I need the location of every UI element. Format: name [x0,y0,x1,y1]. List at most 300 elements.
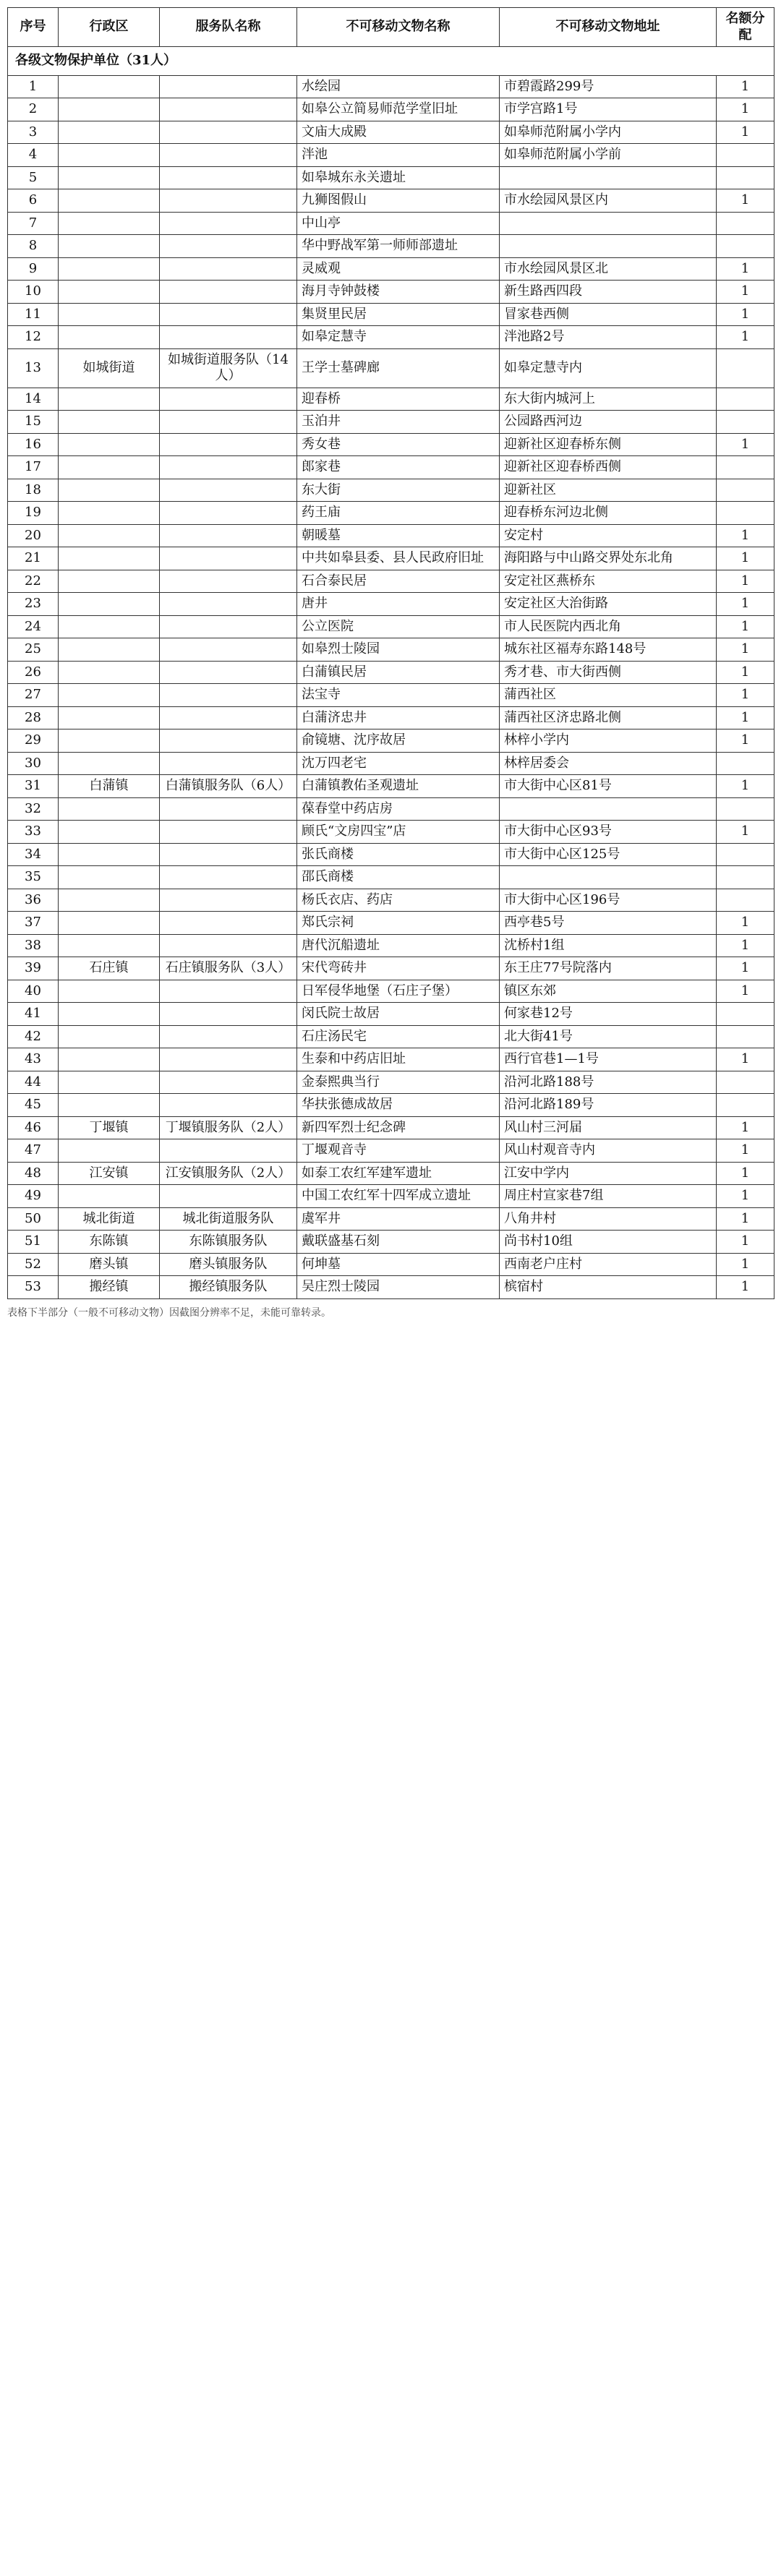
row-relic-name: 葆春堂中药店房 [297,797,500,821]
row-team [160,843,297,866]
row-relic-name: 法宝寺 [297,684,500,707]
row-district [59,934,160,957]
col-relic-addr: 不可移动文物地址 [500,8,717,47]
table-row [8,98,774,121]
row-quota: 1 [717,1139,774,1163]
row-district [59,212,160,235]
row-team [160,821,297,844]
row-district [59,980,160,1003]
row-quota: 1 [717,98,774,121]
row-relic-name: 杨氏衣店、药店 [297,889,500,912]
row-relic-name: 文庙大成殿 [297,121,500,144]
row-relic-addr: 市学宫路1号 [500,98,717,121]
row-district [59,1071,160,1094]
row-relic-name: 如泰工农红军建军遗址 [297,1162,500,1185]
row-team [160,1139,297,1163]
table-row [8,433,774,456]
row-quota: 1 [717,433,774,456]
row-quota [717,166,774,189]
row-relic-name: 灵威观 [297,257,500,281]
table-row [8,775,774,798]
row-quota: 1 [717,570,774,593]
row-team [160,729,297,753]
row-quota [717,388,774,411]
row-team [160,502,297,525]
row-district [59,479,160,502]
table-row [8,348,774,388]
row-district: 江安镇 [59,1162,160,1185]
row-quota: 1 [717,934,774,957]
row-quota [717,144,774,167]
row-team: 城北街道服务队 [160,1207,297,1231]
row-quota [717,1071,774,1094]
row-relic-addr: 市大街中心区81号 [500,775,717,798]
section-title: 各级文物保护单位（31人） [8,47,774,76]
row-no: 2 [8,98,59,121]
row-district [59,98,160,121]
row-team [160,75,297,98]
table-row [8,1162,774,1185]
table-row [8,326,774,349]
row-district [59,1003,160,1026]
table-row [8,1139,774,1163]
row-relic-name: 何坤墓 [297,1253,500,1276]
row-district [59,388,160,411]
row-quota [717,866,774,889]
row-relic-addr: 冒家巷西侧 [500,303,717,326]
row-team [160,706,297,729]
row-district [59,144,160,167]
row-relic-addr: 何家巷12号 [500,1003,717,1026]
row-relic-addr [500,212,717,235]
row-no: 41 [8,1003,59,1026]
row-relic-addr: 市大街中心区196号 [500,889,717,912]
row-relic-name: 唐井 [297,593,500,616]
row-no: 19 [8,502,59,525]
row-team [160,980,297,1003]
row-no: 34 [8,843,59,866]
row-team [160,235,297,258]
col-team: 服务队名称 [160,8,297,47]
table-row [8,235,774,258]
row-team: 磨头镇服务队 [160,1253,297,1276]
row-district: 磨头镇 [59,1253,160,1276]
row-district: 如城街道 [59,348,160,388]
row-relic-addr [500,866,717,889]
row-district [59,189,160,213]
row-relic-name: 金泰熙典当行 [297,1071,500,1094]
table-row [8,1231,774,1254]
row-no: 33 [8,821,59,844]
row-relic-name: 郎家巷 [297,456,500,479]
table-row [8,456,774,479]
table-row [8,388,774,411]
row-relic-addr: 北大街41号 [500,1025,717,1048]
row-quota: 1 [717,547,774,570]
row-relic-name: 如皋城东永关遗址 [297,166,500,189]
row-team [160,257,297,281]
table-row [8,934,774,957]
row-quota: 1 [717,1116,774,1139]
table-row [8,593,774,616]
row-no: 21 [8,547,59,570]
row-no: 49 [8,1185,59,1208]
row-no: 9 [8,257,59,281]
row-team [160,547,297,570]
col-relic-name: 不可移动文物名称 [297,8,500,47]
row-district [59,729,160,753]
row-district: 丁堰镇 [59,1116,160,1139]
row-no: 8 [8,235,59,258]
row-district [59,843,160,866]
row-team [160,212,297,235]
row-no: 11 [8,303,59,326]
row-relic-addr: 西行官巷1—1号 [500,1048,717,1071]
row-quota: 1 [717,706,774,729]
row-district [59,1094,160,1117]
row-district [59,433,160,456]
row-no: 31 [8,775,59,798]
row-district [59,570,160,593]
row-district [59,661,160,684]
row-relic-name: 如皋定慧寺 [297,326,500,349]
row-no: 28 [8,706,59,729]
row-district [59,593,160,616]
row-team [160,98,297,121]
row-district: 城北街道 [59,1207,160,1231]
row-quota: 1 [717,684,774,707]
row-team [160,433,297,456]
row-quota [717,752,774,775]
row-no: 23 [8,593,59,616]
row-relic-name: 东大街 [297,479,500,502]
row-quota [717,348,774,388]
row-quota: 1 [717,593,774,616]
row-relic-addr [500,166,717,189]
table-row [8,729,774,753]
row-team [160,934,297,957]
row-relic-addr: 迎新社区 [500,479,717,502]
row-no: 44 [8,1071,59,1094]
row-no: 4 [8,144,59,167]
row-team [160,388,297,411]
row-team [160,1185,297,1208]
row-relic-addr: 沿河北路188号 [500,1071,717,1094]
col-no: 序号 [8,8,59,47]
table-row [8,843,774,866]
row-relic-addr: 江安中学内 [500,1162,717,1185]
row-district [59,326,160,349]
row-relic-addr: 西亭巷5号 [500,912,717,935]
row-relic-addr: 市大街中心区93号 [500,821,717,844]
row-relic-addr: 沿河北路189号 [500,1094,717,1117]
row-no: 37 [8,912,59,935]
row-no: 24 [8,615,59,638]
row-district [59,615,160,638]
row-no: 20 [8,524,59,547]
row-no: 36 [8,889,59,912]
row-relic-addr: 新生路西四段 [500,281,717,304]
row-quota [717,235,774,258]
table-row [8,889,774,912]
row-quota: 1 [717,121,774,144]
row-relic-name: 九狮图假山 [297,189,500,213]
row-relic-name: 朝暖墓 [297,524,500,547]
row-district: 搬经镇 [59,1276,160,1299]
table-row [8,684,774,707]
row-district [59,1139,160,1163]
row-relic-addr: 城东社区福寿东路148号 [500,638,717,662]
row-quota: 1 [717,1253,774,1276]
row-relic-addr: 迎新社区迎春桥东侧 [500,433,717,456]
row-team [160,166,297,189]
table-row [8,502,774,525]
row-district [59,797,160,821]
row-relic-name: 虞军井 [297,1207,500,1231]
row-no: 5 [8,166,59,189]
row-relic-name: 药王庙 [297,502,500,525]
row-relic-addr: 槟宿村 [500,1276,717,1299]
row-relic-name: 泮池 [297,144,500,167]
row-relic-addr: 公园路西河边 [500,411,717,434]
row-team [160,1094,297,1117]
row-team [160,570,297,593]
row-quota: 1 [717,303,774,326]
row-relic-name: 迎春桥 [297,388,500,411]
row-quota: 1 [717,1207,774,1231]
row-no: 3 [8,121,59,144]
row-district [59,121,160,144]
row-relic-addr: 海阳路与中山路交界处东北角 [500,547,717,570]
row-team [160,326,297,349]
row-quota: 1 [717,1231,774,1254]
row-relic-addr: 西南老户庄村 [500,1253,717,1276]
row-relic-addr: 安定村 [500,524,717,547]
row-relic-name: 石合泰民居 [297,570,500,593]
table-row [8,281,774,304]
row-relic-addr: 东大街内城河上 [500,388,717,411]
row-district [59,303,160,326]
row-quota [717,1025,774,1048]
row-relic-name: 公立医院 [297,615,500,638]
row-relic-addr: 市水绘园风景区北 [500,257,717,281]
row-relic-addr: 镇区东郊 [500,980,717,1003]
table-row [8,411,774,434]
row-no: 52 [8,1253,59,1276]
row-relic-addr: 林梓小学内 [500,729,717,753]
row-team [160,1048,297,1071]
row-district [59,257,160,281]
row-quota: 1 [717,75,774,98]
row-relic-addr: 尚书村10组 [500,1231,717,1254]
table-row [8,524,774,547]
table-row [8,1048,774,1071]
row-relic-addr [500,235,717,258]
row-no: 13 [8,348,59,388]
row-team [160,615,297,638]
row-relic-addr: 蒲西社区 [500,684,717,707]
row-relic-name: 俞镜塘、沈序故居 [297,729,500,753]
row-no: 32 [8,797,59,821]
table-row [8,638,774,662]
row-relic-name: 沈万四老宅 [297,752,500,775]
row-relic-addr: 迎春桥东河边北侧 [500,502,717,525]
table-row [8,957,774,980]
row-relic-addr: 泮池路2号 [500,326,717,349]
row-team [160,411,297,434]
row-no: 39 [8,957,59,980]
row-district [59,638,160,662]
row-team [160,121,297,144]
row-quota: 1 [717,189,774,213]
table-row [8,1207,774,1231]
row-district [59,684,160,707]
row-relic-addr [500,797,717,821]
row-district: 白蒲镇 [59,775,160,798]
row-quota [717,843,774,866]
row-no: 30 [8,752,59,775]
row-quota [717,212,774,235]
row-quota: 1 [717,1162,774,1185]
row-no: 6 [8,189,59,213]
table-row [8,479,774,502]
row-relic-name: 华中野战军第一师师部遗址 [297,235,500,258]
row-team [160,797,297,821]
row-team [160,456,297,479]
row-district [59,752,160,775]
row-quota: 1 [717,1276,774,1299]
row-team [160,1003,297,1026]
row-quota: 1 [717,661,774,684]
row-team [160,1025,297,1048]
row-quota: 1 [717,281,774,304]
row-quota: 1 [717,1185,774,1208]
row-relic-addr: 八角井村 [500,1207,717,1231]
row-quota: 1 [717,326,774,349]
row-relic-name: 戴联盛基石刻 [297,1231,500,1254]
table-row [8,615,774,638]
row-no: 40 [8,980,59,1003]
row-relic-name: 吴庄烈士陵园 [297,1276,500,1299]
table-row [8,1276,774,1299]
row-district [59,547,160,570]
row-district: 东陈镇 [59,1231,160,1254]
row-quota: 1 [717,638,774,662]
table-row [8,706,774,729]
row-relic-name: 石庄汤民宅 [297,1025,500,1048]
row-quota: 1 [717,729,774,753]
row-team [160,638,297,662]
row-relic-addr: 市人民医院内西北角 [500,615,717,638]
row-relic-name: 中山亭 [297,212,500,235]
row-relic-addr: 安定社区燕桥东 [500,570,717,593]
row-district [59,411,160,434]
row-relic-name: 玉泊井 [297,411,500,434]
row-district [59,912,160,935]
row-district [59,281,160,304]
row-team [160,281,297,304]
row-relic-name: 唐代沉船遗址 [297,934,500,957]
row-no: 26 [8,661,59,684]
row-district [59,75,160,98]
row-team [160,189,297,213]
row-district [59,524,160,547]
table-row [8,821,774,844]
document-sheet [7,7,774,1325]
row-district [59,706,160,729]
row-relic-addr: 迎新社区迎春桥西侧 [500,456,717,479]
row-team [160,684,297,707]
table-row [8,1003,774,1026]
row-team: 丁堰镇服务队（2人） [160,1116,297,1139]
row-no: 35 [8,866,59,889]
row-team [160,752,297,775]
row-team [160,661,297,684]
row-no: 16 [8,433,59,456]
row-quota: 1 [717,980,774,1003]
row-district [59,1025,160,1048]
table-row [8,752,774,775]
row-relic-name: 如皋公立简易师范学堂旧址 [297,98,500,121]
row-quota: 1 [717,1048,774,1071]
table-row [8,75,774,98]
table-row [8,570,774,593]
row-team [160,1071,297,1094]
row-district [59,235,160,258]
table-row [8,866,774,889]
col-district: 行政区 [59,8,160,47]
table-row [8,547,774,570]
row-no: 17 [8,456,59,479]
row-district [59,889,160,912]
row-quota [717,1003,774,1026]
row-no: 7 [8,212,59,235]
row-relic-name: 华扶张德成故居 [297,1094,500,1117]
table-row [8,303,774,326]
row-team [160,303,297,326]
row-no: 43 [8,1048,59,1071]
row-team: 江安镇服务队（2人） [160,1162,297,1185]
row-quota [717,456,774,479]
row-team [160,144,297,167]
row-relic-addr: 风山村观音寺内 [500,1139,717,1163]
row-district [59,821,160,844]
row-relic-addr: 市碧霞路299号 [500,75,717,98]
row-relic-addr: 市大街中心区125号 [500,843,717,866]
table-row [8,144,774,167]
transcription-note: 表格下半部分（一般不可移动文物）因截图分辨率不足，未能可靠转录。 [7,1306,331,1319]
row-relic-name: 新四军烈士纪念碑 [297,1116,500,1139]
row-district [59,502,160,525]
row-relic-name: 宋代弯砖井 [297,957,500,980]
row-relic-name: 白蒲济忠井 [297,706,500,729]
row-district [59,1185,160,1208]
row-relic-name: 白蒲镇教佑圣观遗址 [297,775,500,798]
row-no: 14 [8,388,59,411]
row-no: 29 [8,729,59,753]
row-relic-addr: 东王庄77号院落内 [500,957,717,980]
table-row [8,166,774,189]
row-relic-name: 丁堰观音寺 [297,1139,500,1163]
table-row [8,1116,774,1139]
table-row [8,1253,774,1276]
row-quota [717,889,774,912]
row-district: 石庄镇 [59,957,160,980]
table-row [8,257,774,281]
row-relic-addr: 如皋师范附属小学前 [500,144,717,167]
row-quota [717,411,774,434]
row-relic-addr: 沈桥村1组 [500,934,717,957]
